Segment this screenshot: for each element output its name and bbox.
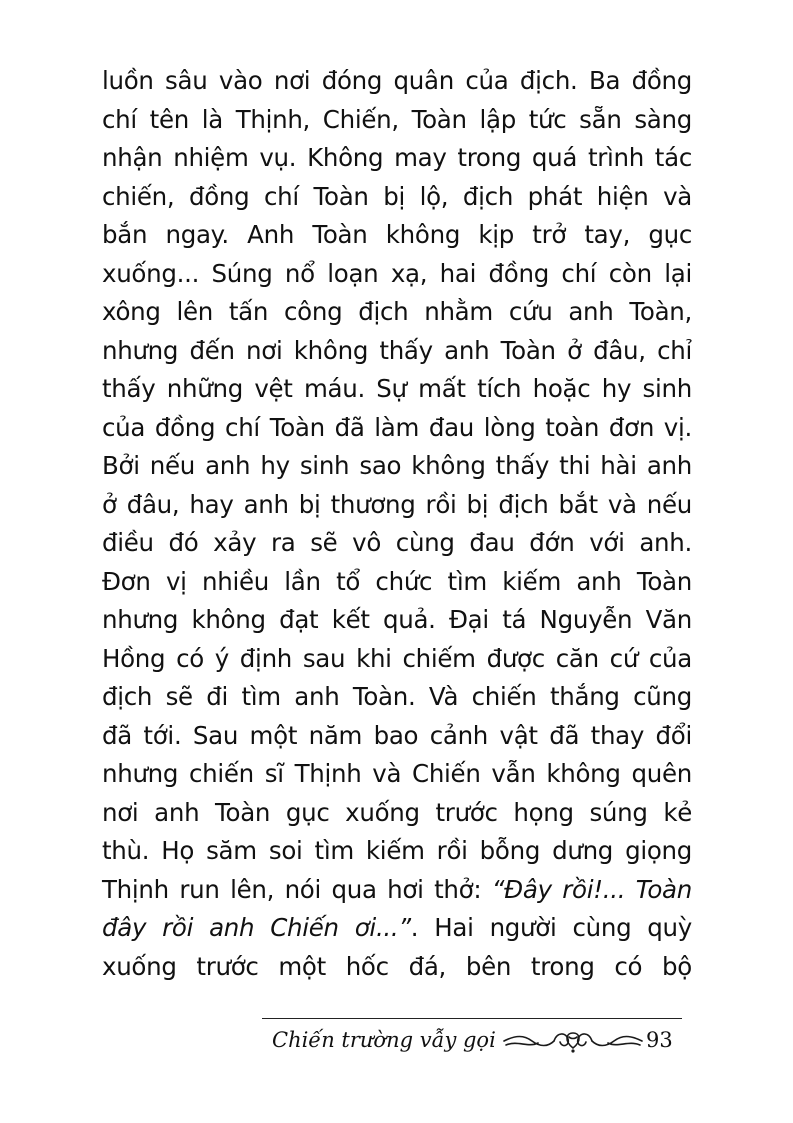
- text-line: ở đâu, hay anh bị thương rồi bị địch bắt và nếu: [102, 489, 692, 519]
- text-line: Hồng có ý định sau khi chiếm được căn cứ của: [102, 643, 692, 673]
- text-line: thù. Họ săm soi tìm kiếm rồi bỗng dưng giọng: [102, 836, 692, 865]
- text-line: chí tên là Thịnh, Chiến, Toàn lập tức sẵn sàng: [102, 104, 692, 134]
- flourish-ornament-icon: [502, 1026, 644, 1056]
- quote-italic: “Đây rồi!... Toàn: [491, 874, 692, 904]
- line-plain-part: . Hai người cùng quỳ: [410, 913, 692, 942]
- text-line-mixed: [102, 871, 692, 910]
- page-footer: [262, 1018, 682, 1066]
- text-line: bắn ngay. Anh Toàn không kịp trở tay, gục: [102, 220, 692, 249]
- text-line: luồn sâu vào nơi đóng quân của địch. Ba đồng: [102, 66, 692, 95]
- text-line: nhưng không đạt kết quả. Đại tá Nguyễn Văn: [102, 605, 692, 634]
- text-line: Bởi nếu anh hy sinh sao không thấy thi hài anh: [102, 451, 692, 480]
- text-line-mixed: [102, 909, 692, 948]
- quote-italic: đây rồi anh Chiến ơi...”: [102, 913, 411, 942]
- text-line: nhưng chiến sĩ Thịnh và Chiến vẫn không quên: [102, 759, 692, 788]
- text-line: xông lên tấn công địch nhằm cứu anh Toàn,: [102, 297, 692, 326]
- text-line: địch sẽ đi tìm anh Toàn. Và chiến thắng cũng: [102, 682, 692, 711]
- text-line: đã tới. Sau một năm bao cảnh vật đã thay đổi: [102, 720, 692, 750]
- text-line: nơi anh Toàn gục xuống trước họng súng kẻ: [102, 797, 692, 827]
- text-line: thấy những vệt máu. Sự mất tích hoặc hy sinh: [102, 374, 692, 403]
- footer-rule: [262, 1018, 682, 1019]
- text-line: nhưng đến nơi không thấy anh Toàn ở đâu, chỉ: [102, 335, 692, 365]
- text-line: xuống trước một hốc đá, bên trong có bộ: [102, 951, 692, 981]
- body-text: [102, 62, 692, 986]
- text-line: của đồng chí Toàn đã làm đau lòng toàn đơn vị.: [102, 412, 692, 442]
- text-line: điều đó xảy ra sẽ vô cùng đau đớn với anh.: [102, 528, 692, 557]
- page-number: 93: [646, 1028, 673, 1052]
- text-line: Đơn vị nhiều lần tổ chức tìm kiếm anh Toàn: [102, 566, 692, 596]
- text-line: chiến, đồng chí Toàn bị lộ, địch phát hiện và: [102, 181, 692, 211]
- text-line: nhận nhiệm vụ. Không may trong quá trình tác: [102, 143, 692, 172]
- line-plain-part: Thịnh run lên, nói qua hơi thở:: [102, 874, 492, 904]
- book-title: Chiến trường vẫy gọi: [272, 1028, 496, 1052]
- text-line: xuống... Súng nổ loạn xạ, hai đồng chí còn lại: [102, 258, 692, 288]
